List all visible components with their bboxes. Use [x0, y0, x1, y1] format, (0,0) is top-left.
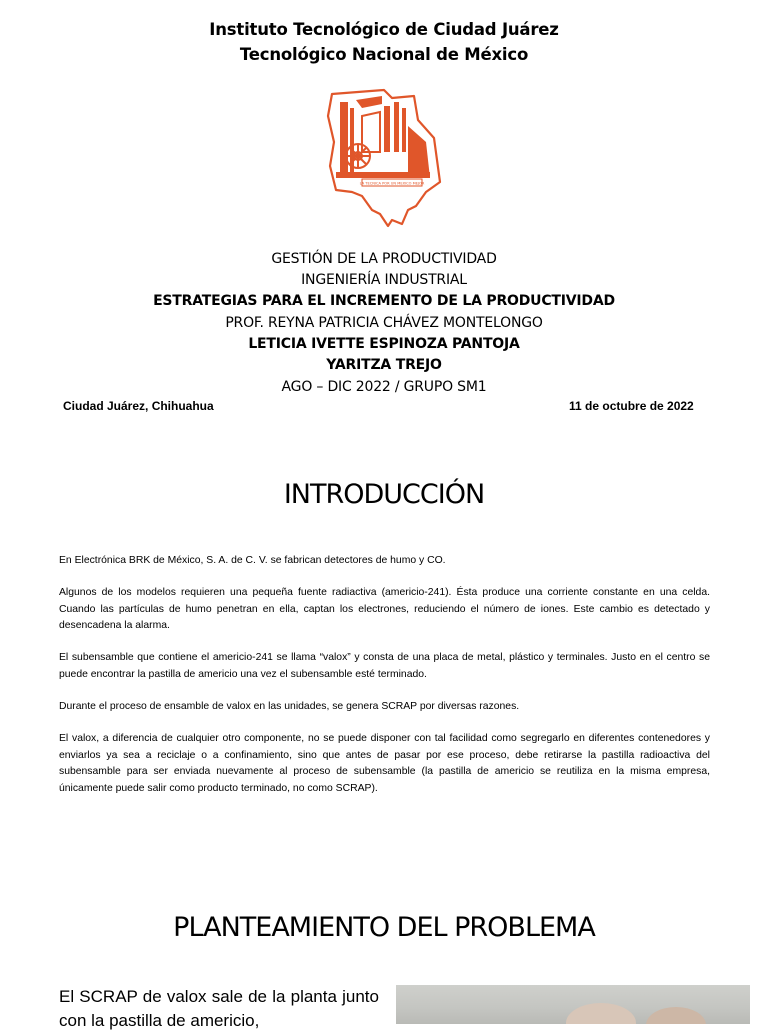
project-title: ESTRATEGIAS PARA EL INCREMENTO DE LA PRODUCTIVIDAD: [153, 293, 615, 309]
term-group: AGO – DIC 2022 / GRUPO SM1: [281, 379, 487, 395]
logo-motto: LA TECNICA POR UN MEXICO MEJOR: [359, 181, 425, 186]
intro-paragraph: El subensamble que contiene el americio-241 se llama “valox” y consta de una placa de metal, plástico y terminales. Justo en el centro se puede encontrar la pastilla de americio una vez el subensamble esté terminado.: [59, 652, 710, 680]
institution-subtitle: Tecnológico Nacional de México: [239, 45, 529, 64]
institution-name: Instituto Tecnológico de Ciudad Juárez: [209, 20, 559, 39]
introduction-body: [59, 553, 710, 813]
professor-name: PROF. REYNA PATRICIA CHÁVEZ MONTELONGO: [225, 315, 543, 331]
date: 11 de octubre de 2022: [569, 399, 694, 413]
student-name-1: LETICIA IVETTE ESPINOZA PANTOJA: [248, 336, 520, 352]
intro-paragraph: El valox, a diferencia de cualquier otro componente, no se puede disponer con tal facilidad como segregarlo en diferentes contenedores y enviarlos ya sea a reciclaje o a confinamiento, sino que antes de pasar por ese proceso, debe retirarse la pastilla radioactiva del subensamble para ser enviada nuevamente al proceso de subensamble (la pastilla de americio se reutiliza en la misma empresa, únicamente puede salir como producto terminado, no como SCRAP).: [59, 733, 710, 794]
student-name-2: YARITZA TREJO: [326, 357, 442, 373]
intro-paragraph: Algunos de los modelos requieren una pequeña fuente radiactiva (americio-241). Ésta produce una corriente constante en una celda. Cuando las partículas de humo penetran en ella, captan los electrones, reduciendo el número de iones. Este cambio es detectado y desencadena la alarma.: [59, 587, 710, 632]
course-name: GESTIÓN DE LA PRODUCTIVIDAD: [271, 251, 497, 267]
place: Ciudad Juárez, Chihuahua: [63, 399, 214, 413]
valox-photo: [396, 985, 750, 1024]
problem-text: El SCRAP de valox sale de la planta junto con la pastilla de americio,: [59, 987, 379, 1030]
intro-paragraph: En Electrónica BRK de México, S. A. de C. V. se fabrican detectores de humo y CO.: [59, 555, 446, 566]
problem-title: PLANTEAMIENTO DEL PROBLEMA: [173, 912, 595, 943]
program-name: INGENIERÍA INDUSTRIAL: [301, 272, 467, 288]
institution-logo: [322, 86, 444, 228]
intro-paragraph: Durante el proceso de ensamble de valox en las unidades, se genera SCRAP por diversas razones.: [59, 701, 520, 713]
introduction-title: INTRODUCCIÓN: [283, 479, 485, 510]
